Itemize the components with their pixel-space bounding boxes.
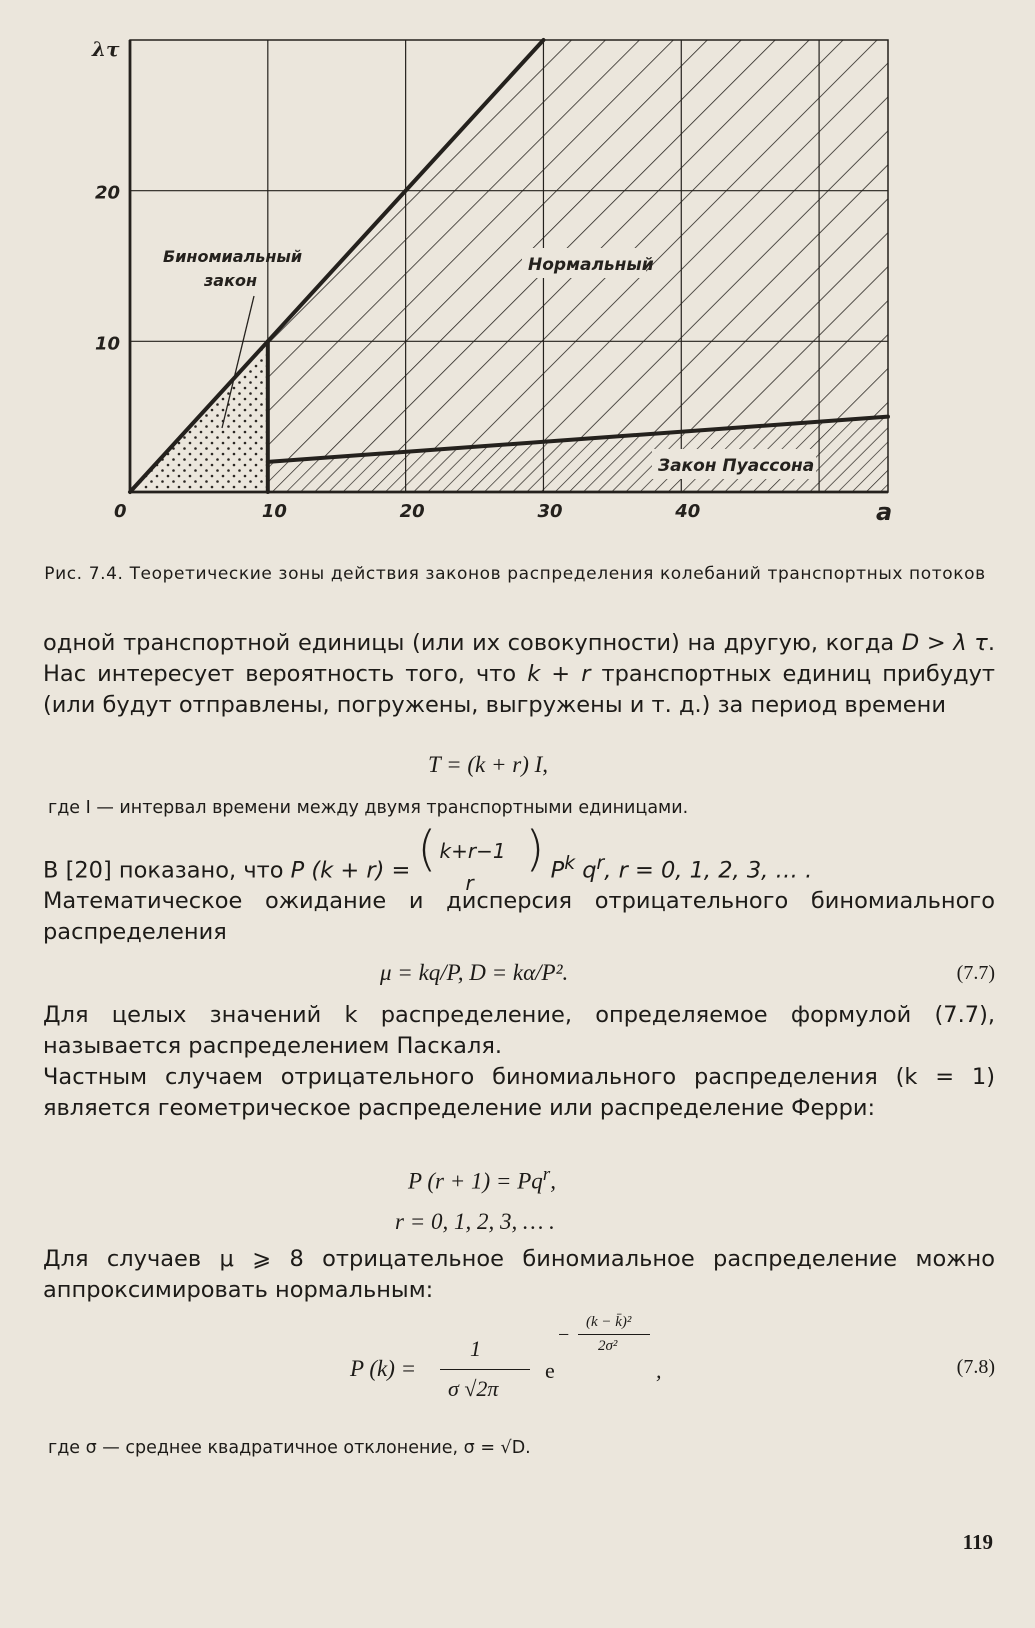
paragraph-6: Для случаев μ ⩾ 8 отрицательное биномиальное распределение можно аппроксимировать нормальным:	[43, 1246, 995, 1303]
sum-k-r: k + r	[527, 661, 591, 687]
zone-label-poisson: Закон Пуассона	[658, 456, 815, 476]
paragraph-4: Для целых значений k распределение, определяемое формулой (7.7), называется распределением Паскаля.	[43, 1002, 995, 1059]
binomial-coefficient: ( k+r−1 r )	[418, 856, 544, 886]
paragraph-2: В [20] показано, что P (k + r) = ( k+r−1 r ) $P^k$ $q^r$, r = 0, 1, 2, 3, … .	[43, 848, 995, 887]
x-tick-label: 40	[675, 501, 701, 522]
page-number: 119	[962, 1530, 993, 1554]
x-tick-label: 0	[114, 501, 127, 522]
formula-r-values: r = 0, 1, 2, 3, … .	[395, 1209, 555, 1234]
paragraph-3: Математическое ожидание и дисперсия отрицательного биномиального распределения	[43, 888, 995, 945]
x-tick-label: 30	[537, 501, 563, 522]
binom-bottom: r	[465, 871, 474, 895]
formula-7-7: μ = kq/P, D = kα/P².	[380, 960, 569, 985]
zone-label-normal: Нормальный	[528, 255, 654, 275]
paragraph-1: одной транспортной единицы (или их совокупности) на другую, когда D > λ τ. Нас интересует вероятность того, что k + r транспортных единиц прибудут (или будут отправлены, погружены, выгружены и т. д.) за период времени	[43, 630, 995, 718]
equation-number-7-8: (7.8)	[956, 1356, 995, 1378]
caption-text: Теоретические зоны действия законов распределения колебаний транспортных потоков	[129, 564, 986, 584]
zone-label-binomial: Биномиальный	[163, 247, 303, 266]
prob-lhs: P (k + r) =	[290, 857, 411, 884]
distribution-zones-chart	[0, 0, 1035, 560]
y-axis-label: λτ	[92, 37, 120, 61]
y-tick-label: 10	[94, 333, 120, 355]
figure-caption	[40, 562, 990, 586]
y-tick-label: 20	[94, 182, 120, 204]
equation-number-7-7: (7.7)	[956, 962, 995, 984]
caption-prefix: Рис.	[44, 564, 83, 584]
x-tick-label: 10	[261, 501, 287, 522]
paragraph-5: Частным случаем отрицательного биномиального распределения (k = 1) является геометрическое распределение или распределение Ферри:	[43, 1064, 995, 1121]
formula-7-8: P (k) = 1 σ √2π e − (k − k̄)² 2σ² ,	[350, 1314, 662, 1401]
formula-geometric: P $(r + 1) = Pq^r$,	[408, 1164, 556, 1194]
x-axis-label: a	[876, 498, 893, 526]
where-I-note: где I — интервал времени между двумя транспортными единицами.	[48, 798, 689, 818]
caption-number: 7.4.	[88, 564, 124, 584]
binom-top: k+r−1	[439, 839, 506, 863]
x-tick-label: 20	[399, 501, 425, 522]
where-sigma-note: где σ — среднее квадратичное отклонение, σ = √D.	[48, 1438, 531, 1458]
formula-T: T = (k + r) I,	[428, 752, 549, 777]
inequality: D > λ τ	[901, 630, 988, 656]
zone-label-binomial: закон	[204, 271, 257, 290]
